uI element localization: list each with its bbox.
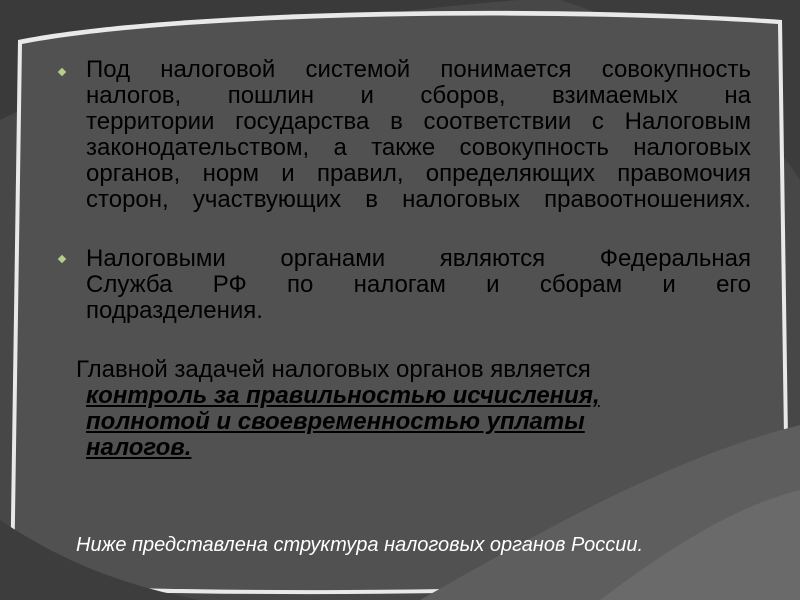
bullet-icon [58,68,66,76]
paragraph-main-task [76,357,716,461]
paragraph-line: Налоговыми органами являются Федеральная [86,245,751,272]
paragraph-tax-authorities [86,246,751,324]
paragraph-line: подразделения. [86,297,263,324]
paragraph-line: законодательством, а также совокупность налоговых [86,134,751,161]
main-task-emphasis: налогов. [86,434,192,461]
main-task-emphasis: контроль за правильностью исчисления, [86,382,600,409]
footer-note: Ниже представлена структура налоговых органов России. [76,534,644,556]
paragraph-line: Служба РФ по налогам и сборам и его [86,271,751,298]
paragraph-tax-system [86,57,751,213]
paragraph-line: территории государства в соответствии с Налоговым [86,108,751,135]
paragraph-line: сторон, участвующих в налоговых правоотношениях. [86,186,751,213]
paragraph-line: Под налоговой системой понимается совокупность [86,56,751,83]
bullet-icon [58,255,66,263]
paragraph-line: органов, норм и правил, определяющих правомочия [86,160,751,187]
main-task-emphasis: полнотой и своевременностью уплаты [86,408,585,435]
paragraph-line: налогов, пошлин и сборов, взимаемых на [86,82,751,109]
main-task-intro: Главной задачей налоговых органов является [76,356,591,383]
